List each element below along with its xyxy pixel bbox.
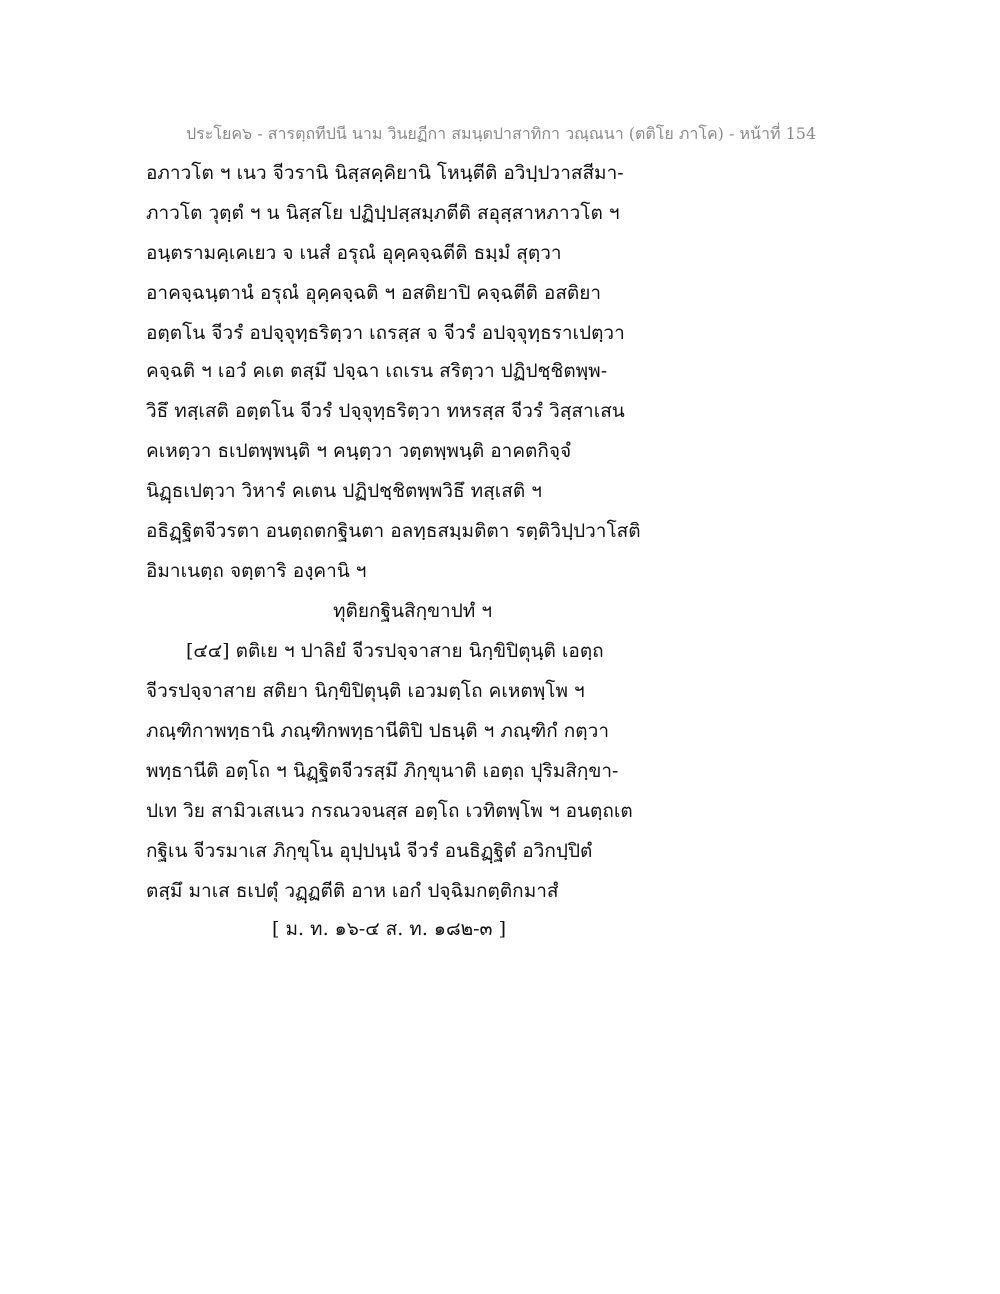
text-line: อนฺตรามคฺเคเยว จ เนสํ อรุณํ อุคฺคจฺฉตีติ ธมฺมํ สุตฺวา: [146, 242, 562, 264]
text-line: จีวรปจฺจาสาย สติยา นิกฺขิปิตุนฺติ เอวมตฺโถ คเหตพฺโพ ฯ: [146, 680, 585, 702]
text-line: กฐิเน จีวรมาเส ภิกฺขุโน อุปฺปนฺนํ จีวรํ อนธิฏฺฐิตํ อวิกปฺปิตํ: [146, 840, 593, 862]
text-line: ปเท วิย สามิวเสเนว กรณวจนสฺส อตฺโถ เวทิตพฺโพ ฯ อนตฺถเต: [146, 800, 633, 822]
text-line: คจฺฉติ ฯ เอวํ คเต ตสฺมึ ปจฺฉา เถเรน สริตฺวา ปฏิปชฺชิตพฺพ-: [146, 360, 608, 382]
text-line: ภณฺฑิกาพทฺธานิ ภณฺฑิกพทฺธานีติปิ ปธนฺติ ฯ ภณฺฑิกํ กตฺวา: [146, 720, 609, 742]
text-line: อภาวโต ฯ เนว จีวรานิ นิสฺสคฺคิยานิ โหนฺตีติ อวิปฺปวาสสีมา-: [146, 162, 624, 184]
text-line: [๔๔] ตติเย ฯ ปาลิยํ จีวรปจฺจาสาย นิกฺขิปิตุนฺติ เอตฺถ: [186, 640, 604, 662]
text-line: ภาวโต วุตฺตํ ฯ น นิสฺสโย ปฏิปฺปสฺสมฺภตีติ สอุสฺสาหภาวโต ฯ: [146, 202, 620, 224]
text-line: อตฺตโน จีวรํ อปจฺจุทฺธริตฺวา เถรสฺส จ จีวรํ อปจฺจุทฺธราเปตฺวา: [146, 322, 625, 344]
text-line: คเหตฺวา ธเปตพฺพนฺติ ฯ คนฺตฺวา วตฺตพฺพนฺติ อาคตกิจฺจํ: [146, 440, 572, 462]
reference-note: [ ม. ท. ๑๖-๔ ส. ท. ๑๘๒-๓ ]: [272, 918, 507, 940]
text-line: อธิฏฺฐิตจีวรตา อนตฺถตกฐินตา อลทฺธสมฺมติตา รตฺติวิปฺปวาโสติ: [146, 520, 641, 542]
text-line: นิฏฺธเปตฺวา วิหารํ คเตน ปฏิปชฺชิตพฺพวิธึ ทสฺเสติ ฯ: [146, 480, 542, 502]
text-line: ตสฺมึ มาเส ธเปตุํ วฏฺฏตีติ อาห เอกํ ปจฺฉิมกตฺติกมาสํ: [146, 880, 559, 902]
text-line: พทฺธานีติ อตฺโถ ฯ นิฏฺฐิตจีวรสฺมึ ภิกฺขุนาติ เอตฺถ ปุริมสิกฺขา-: [146, 760, 619, 782]
text-line: อิมาเนตฺถ จตฺตาริ องฺคานิ ฯ: [146, 560, 367, 582]
text-line: วิธึ ทสฺเสติ อตฺตโน จีวรํ ปจฺจุทฺธริตฺวา ทหรสฺส จีวรํ วิสฺสาเสน: [146, 400, 625, 422]
section-title: ทุติยกฐินสิกฺขาปทํ ฯ: [333, 600, 493, 622]
page-header: ประโยค๖ - สารตฺถทีปนี นาม วินยฏีกา สมนฺตปาสาทิกา วณฺณนา (ตติโย ภาโค) - หน้าที่ 154: [186, 124, 817, 143]
text-line: อาคจฺฉนฺตานํ อรุณํ อุคฺคจฺฉติ ฯ อสติยาปิ คจฺฉตีติ อสติยา: [146, 282, 602, 304]
